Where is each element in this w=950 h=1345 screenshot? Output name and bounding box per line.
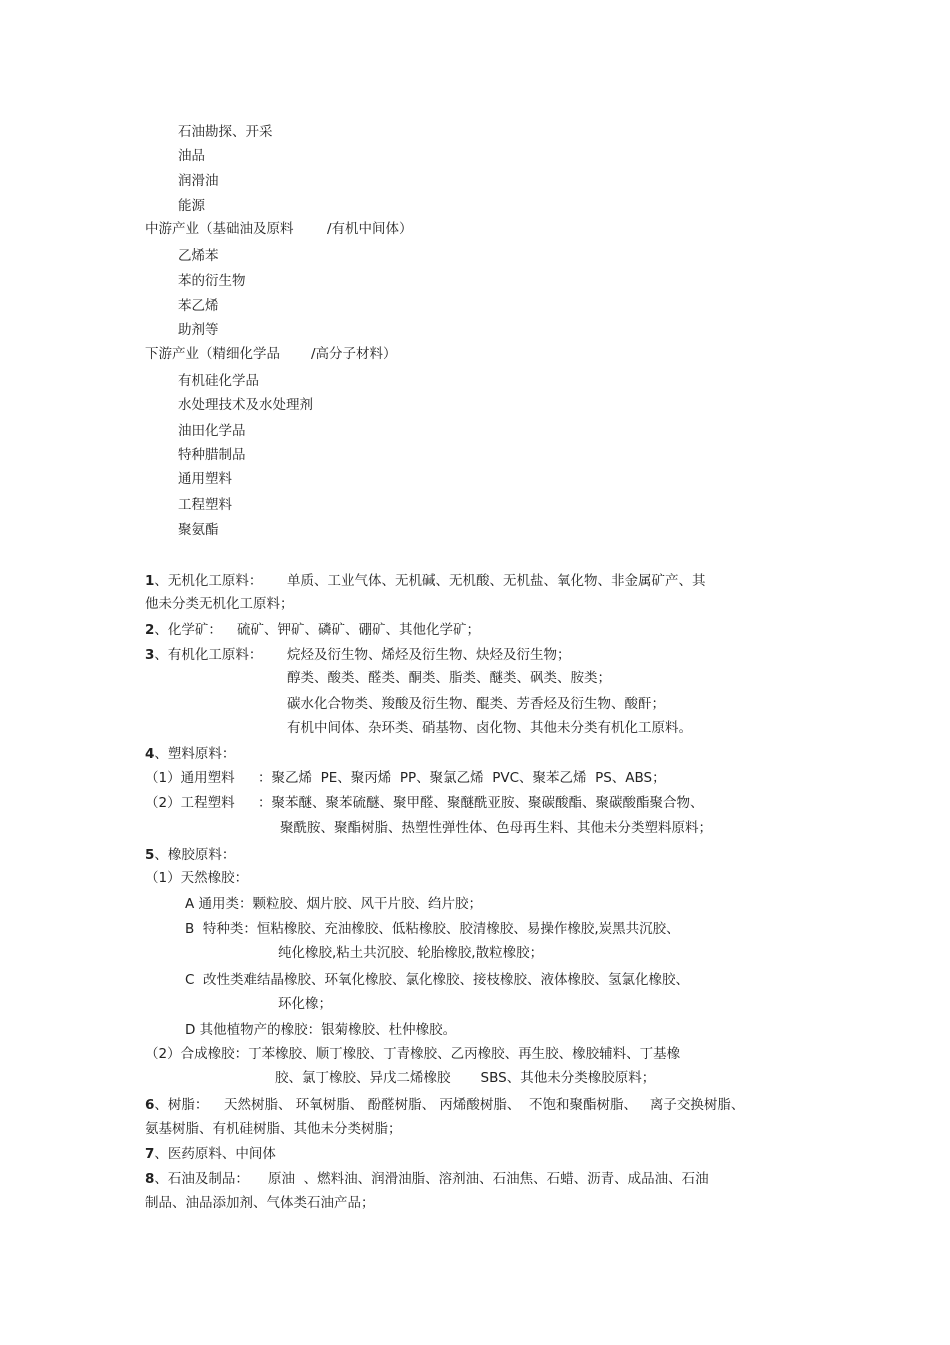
category-label: 、塑料原料： [154,746,236,762]
midstream-item: 助剂等 [178,322,219,338]
rubber-natural-c-cont: 环化橡； [278,996,332,1012]
category-label: 、橡胶原料： [154,847,236,863]
upstream-item: 润滑油 [178,173,219,189]
category-number: 1 [145,573,155,589]
plastics-sub1-label: （1）通用塑料 [145,770,235,786]
midstream-heading: 中游产业（基础油及原料 [145,221,294,237]
category-3-text: 醇类、酸类、醛类、酮类、脂类、醚类、砜类、胺类； [287,670,611,686]
category-8-text-cont: 制品、油品添加剂、气体类石油产品； [145,1195,375,1211]
plastics-sub1-text: ：聚乙烯 PE、聚丙烯 PP、聚氯乙烯 PVC、聚苯乙烯 PS、ABS； [258,770,666,786]
upstream-item: 石油勘探、开采 [178,124,273,140]
downstream-heading: 下游产业（精细化学品 [145,346,280,362]
downstream-item: 油田化学品 [178,423,246,439]
category-3-heading [145,646,262,664]
midstream-item: 苯的衍生物 [178,273,246,289]
category-3-text: 碳水化合物类、羧酸及衍生物、醌类、芳香烃及衍生物、酸酐； [287,696,665,712]
upstream-item: 油品 [178,148,205,164]
downstream-item: 特种腊制品 [178,447,246,463]
downstream-item: 有机硅化学品 [178,373,259,389]
downstream-item: 水处理技术及水处理剂 [178,397,313,413]
category-label: 、化学矿： [154,622,222,638]
rubber-natural-b-cont: 纯化橡胶,粘土共沉胶、轮胎橡胶,散粒橡胶； [278,945,544,961]
downstream-item: 聚氨酯 [178,522,219,538]
rubber-natural-a: A 通用类：颗粒胶、烟片胶、风干片胶、绉片胶； [185,896,483,912]
category-number: 6 [145,1097,155,1113]
downstream-item: 通用塑料 [178,471,232,487]
midstream-heading-suffix: /有机中间体） [327,221,413,237]
category-label: 、石油及制品： [154,1171,249,1187]
downstream-heading-suffix: /高分子材料） [311,346,397,362]
category-number: 4 [145,746,155,762]
category-4-heading [145,745,235,763]
category-number: 7 [145,1146,155,1162]
rubber-natural-c: C 改性类难结晶橡胶、环氧化橡胶、氯化橡胶、接枝橡胶、液体橡胶、氢氯化橡胶、 [185,972,690,988]
category-number: 3 [145,647,155,663]
rubber-synthetic: （2）合成橡胶：丁苯橡胶、顺丁橡胶、丁青橡胶、乙丙橡胶、再生胶、橡胶辅料、丁基橡 [145,1046,681,1062]
plastics-sub2-text: ：聚苯醚、聚苯硫醚、聚甲醛、聚醚酰亚胺、聚碳酸酯、聚碳酸酯聚合物、 [258,795,704,811]
plastics-sub2-text-cont: 聚酰胺、聚酯树脂、热塑性弹性体、色母再生料、其他未分类塑料原料； [280,820,712,836]
category-8-heading [145,1170,249,1188]
category-2-heading [145,621,222,639]
category-5-heading [145,846,235,864]
category-6-text-cont: 氨基树脂、有机硅树脂、其他未分类树脂； [145,1121,402,1137]
category-number: 2 [145,622,155,638]
plastics-sub2-label: （2）工程塑料 [145,795,235,811]
category-3-text: 有机中间体、杂环类、硝基物、卤化物、其他未分类有机化工原料。 [287,720,692,736]
category-label: 、无机化工原料： [154,573,263,589]
category-number: 8 [145,1171,155,1187]
category-2-text: 硫矿、钾矿、磷矿、硼矿、其他化学矿； [237,622,480,638]
rubber-natural-label: （1）天然橡胶： [145,870,249,886]
downstream-item: 工程塑料 [178,497,232,513]
category-label: 、树脂： [154,1097,209,1113]
category-label: 、医药原料、中间体 [154,1146,276,1162]
category-8-text: 原油 、燃料油、润滑油脂、溶剂油、石油焦、石蜡、沥青、成品油、石油 [268,1171,709,1187]
category-7-heading [145,1145,276,1163]
midstream-item: 乙烯苯 [178,248,219,264]
category-1-heading [145,572,262,590]
midstream-item: 苯乙烯 [178,298,219,314]
category-1-text-cont: 他未分类无机化工原料； [145,596,294,612]
rubber-natural-b: B 特种类：恒粘橡胶、充油橡胶、低粘橡胶、胶清橡胶、易操作橡胶,炭黑共沉胶、 [185,921,680,937]
rubber-natural-d: D 其他植物产的橡胶：银菊橡胶、杜仲橡胶。 [185,1022,457,1038]
category-3-text: 烷烃及衍生物、烯烃及衍生物、炔烃及衍生物； [287,647,571,663]
upstream-item: 能源 [178,198,205,214]
category-number: 5 [145,847,155,863]
category-label: 、有机化工原料： [154,647,263,663]
category-6-heading [145,1096,208,1114]
category-6-text: 天然树脂、 环氧树脂、 酚醛树脂、 丙烯酸树脂、 不饱和聚酯树脂、 离子交换树脂、 [224,1097,745,1113]
rubber-synthetic-cont: 胶、氯丁橡胶、异戊二烯橡胶 SBS、其他未分类橡胶原料； [275,1070,656,1086]
category-1-text: 单质、工业气体、无机碱、无机酸、无机盐、氧化物、非金属矿产、其 [287,573,706,589]
